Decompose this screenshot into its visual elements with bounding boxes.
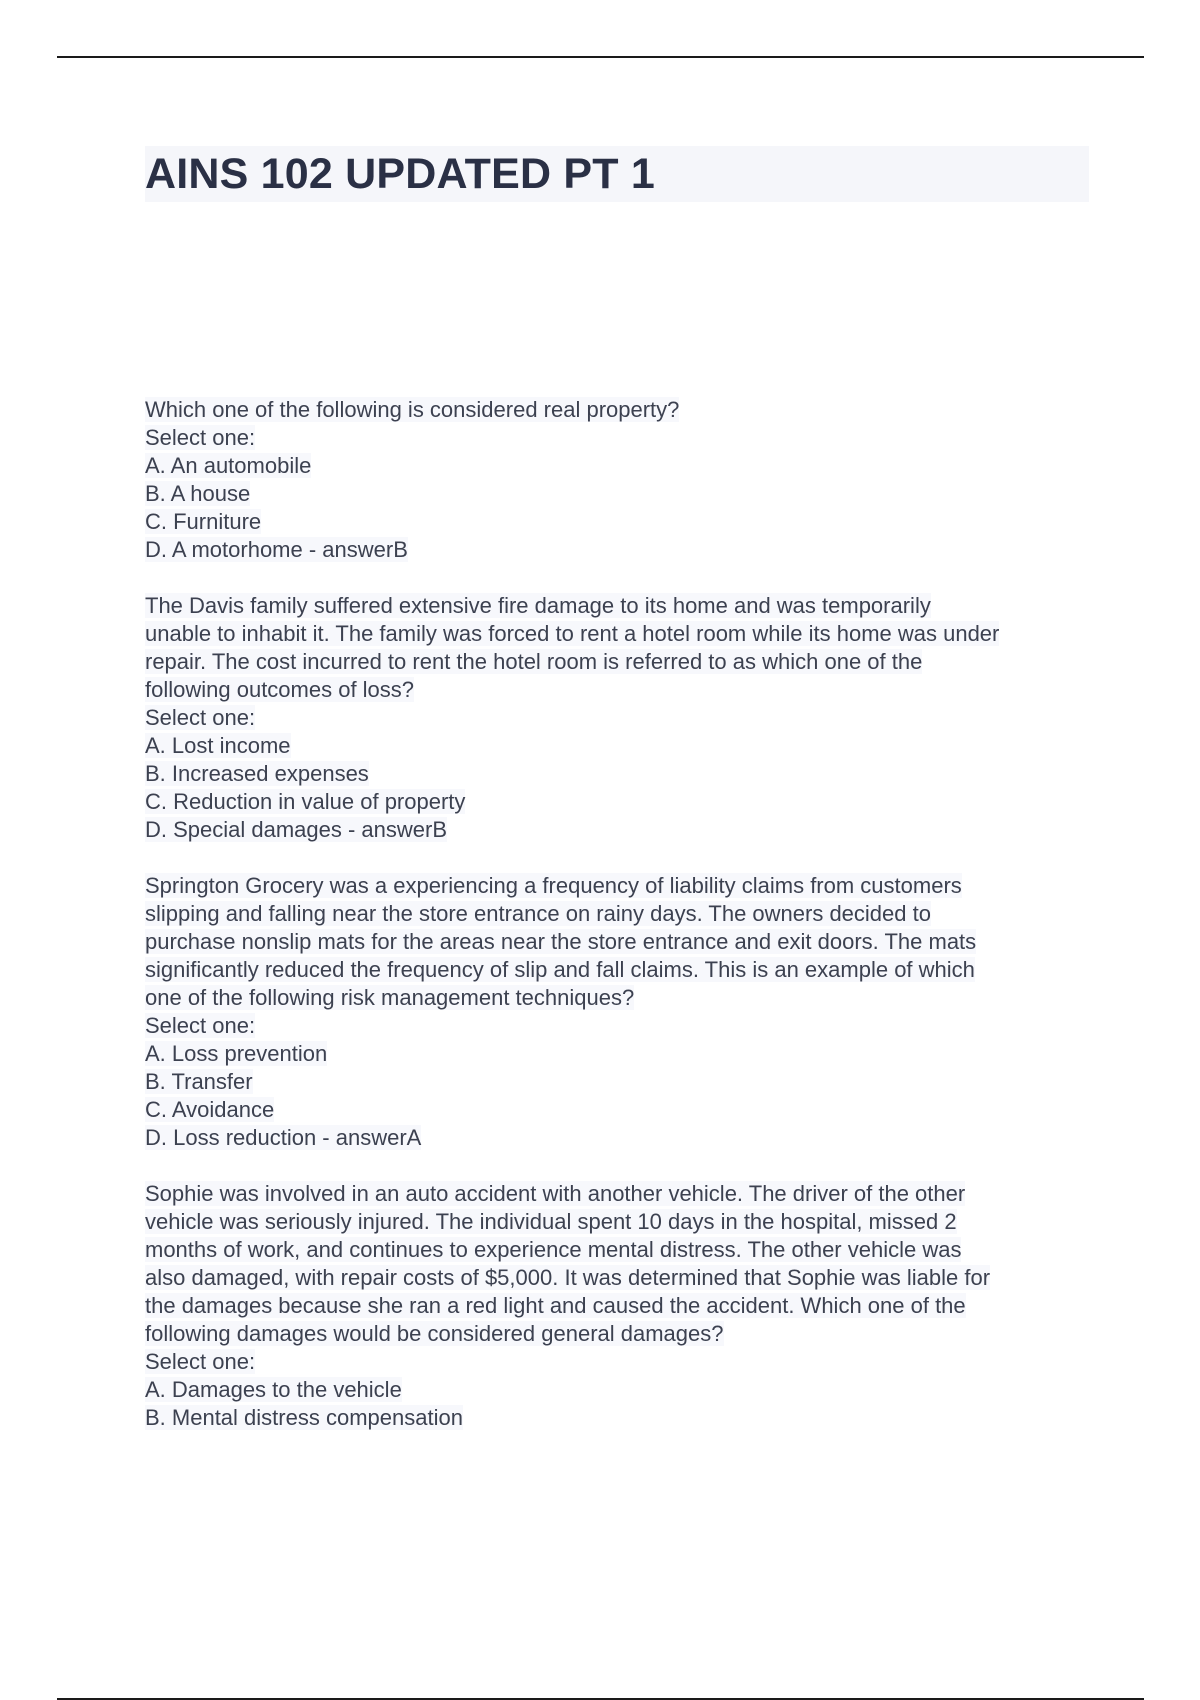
question-3 — [145, 872, 1095, 1152]
question-line: significantly reduced the frequency of slip and fall claims. This is an example of which — [145, 957, 975, 982]
question-line: repair. The cost incurred to rent the hotel room is referred to as which one of the — [145, 649, 923, 674]
question-line: slipping and falling near the store entrance on rainy days. The owners decided to — [145, 901, 931, 926]
question-line: following damages would be considered general damages? — [145, 1321, 724, 1346]
question-line: the damages because she ran a red light and caused the accident. Which one of the — [145, 1293, 966, 1318]
option-a: A. An automobile — [145, 453, 312, 478]
option-b: B. A house — [145, 481, 251, 506]
option-c: C. Reduction in value of property — [145, 789, 466, 814]
option-d-answer: D. Special damages - answerB — [145, 817, 448, 842]
select-one-label: Select one: — [145, 1013, 256, 1038]
option-d-answer: D. A motorhome - answerB — [145, 537, 408, 562]
question-line: also damaged, with repair costs of $5,000. It was determined that Sophie was liable for — [145, 1265, 991, 1290]
option-b: B. Mental distress compensation — [145, 1405, 463, 1430]
option-a: A. Lost income — [145, 733, 291, 758]
option-c: C. Furniture — [145, 509, 262, 534]
select-one-label: Select one: — [145, 1349, 256, 1374]
question-list — [145, 396, 1095, 1460]
option-b: B. Increased expenses — [145, 761, 369, 786]
option-d-answer: D. Loss reduction - answerA — [145, 1125, 422, 1150]
question-line: Springton Grocery was a experiencing a frequency of liability claims from customers — [145, 873, 962, 898]
question-line: purchase nonslip mats for the areas near the store entrance and exit doors. The mats — [145, 929, 977, 954]
document-title: AINS 102 UPDATED PT 1 — [145, 150, 655, 198]
top-divider — [57, 56, 1144, 58]
option-c: C. Avoidance — [145, 1097, 275, 1122]
select-one-label: Select one: — [145, 705, 256, 730]
select-one-label: Select one: — [145, 425, 256, 450]
question-line: unable to inhabit it. The family was forced to rent a hotel room while its home was under — [145, 621, 1000, 646]
option-a: A. Damages to the vehicle — [145, 1377, 402, 1402]
question-line: Which one of the following is considered real property? — [145, 397, 680, 422]
question-line: following outcomes of loss? — [145, 677, 415, 702]
option-b: B. Transfer — [145, 1069, 253, 1094]
question-line: The Davis family suffered extensive fire damage to its home and was temporarily — [145, 593, 931, 618]
question-line: vehicle was seriously injured. The individual spent 10 days in the hospital, missed 2 — [145, 1209, 957, 1234]
option-a: A. Loss prevention — [145, 1041, 328, 1066]
question-line: months of work, and continues to experience mental distress. The other vehicle was — [145, 1237, 962, 1262]
question-1 — [145, 396, 1095, 564]
question-4 — [145, 1180, 1095, 1432]
question-line: Sophie was involved in an auto accident with another vehicle. The driver of the other — [145, 1181, 966, 1206]
question-line: one of the following risk management techniques? — [145, 985, 635, 1010]
question-2 — [145, 592, 1095, 844]
